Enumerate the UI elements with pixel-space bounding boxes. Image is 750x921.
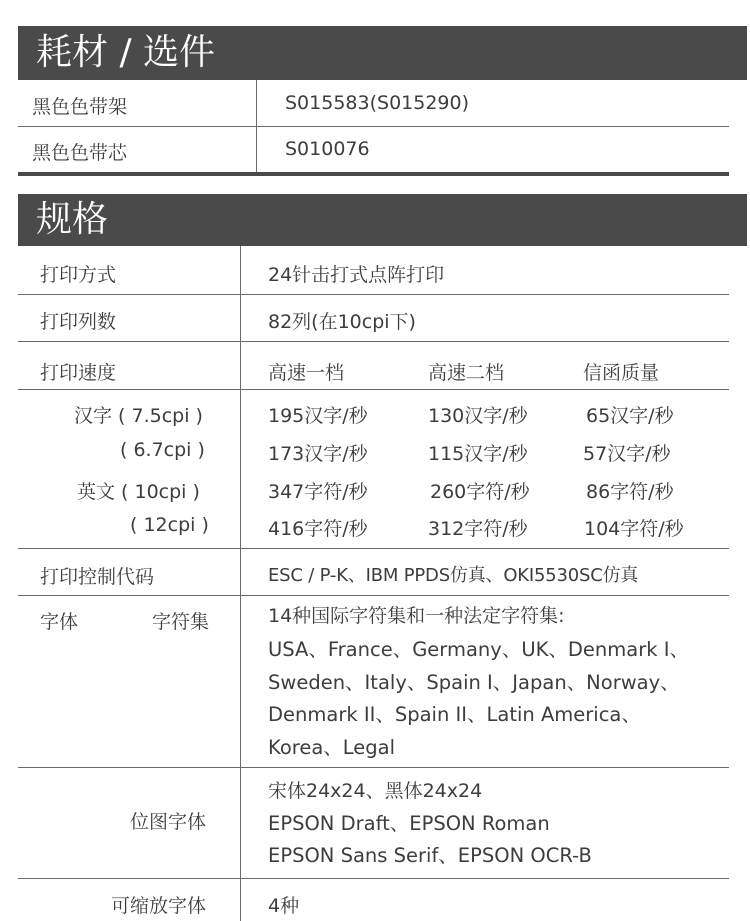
bitmap-line: 宋体24x24、黑体24x24	[268, 780, 483, 802]
speed-value: 173汉字/秒	[268, 443, 368, 465]
speed-row-label: 汉字 ( 7.5cpi )	[74, 405, 203, 427]
charset-line: Denmark II、Spain II、Latin America、	[268, 703, 641, 726]
speed-value: 260字符/秒	[430, 481, 530, 503]
divider	[18, 341, 729, 342]
speed-value: 115汉字/秒	[428, 443, 528, 465]
divider	[18, 294, 729, 295]
divider	[18, 389, 729, 390]
speed-value: 312字符/秒	[428, 518, 528, 540]
bitmap-line: EPSON Draft、EPSON Roman	[268, 812, 550, 835]
speed-value: 347字符/秒	[268, 481, 368, 503]
column-divider	[256, 80, 257, 172]
section-bottom-border	[18, 172, 729, 176]
speed-value: 57汉字/秒	[583, 443, 671, 465]
speed-label: 打印速度	[40, 362, 117, 384]
divider	[18, 548, 729, 549]
speed-header-letter: 信函质量	[583, 362, 660, 384]
consumable-value-1: S015583(S015290)	[285, 92, 470, 114]
speed-value: 86字符/秒	[586, 481, 674, 503]
consumable-value-2: S010076	[285, 138, 370, 160]
charset-line: 14种国际字符集和一种法定字符集:	[268, 605, 565, 627]
fonts-label: 字体	[40, 611, 79, 633]
speed-value: 104字符/秒	[584, 518, 684, 540]
charset-line: Sweden、Italy、Spain I、Japan、Norway、	[268, 671, 680, 694]
speed-header-high1: 高速一档	[268, 362, 345, 384]
columns-value: 82列(在10cpi下)	[268, 311, 416, 333]
columns-label: 打印列数	[40, 311, 117, 333]
control-code-label: 打印控制代码	[40, 566, 155, 588]
consumables-header	[18, 26, 747, 80]
divider	[18, 126, 729, 127]
speed-value: 195汉字/秒	[268, 405, 368, 427]
speed-header-high2: 高速二档	[428, 362, 505, 384]
charset-line: USA、France、Germany、UK、Denmark I、	[268, 638, 689, 661]
print-method-label: 打印方式	[40, 264, 117, 286]
speed-row-label: 英文 ( 10cpi )	[77, 481, 200, 503]
control-code-value: ESC / P-K、IBM PPDS仿真、OKI5530SC仿真	[268, 565, 639, 586]
print-method-value: 24针击打式点阵打印	[268, 264, 445, 286]
consumables-title: 耗材 / 选件	[36, 32, 216, 73]
scalable-font-value: 4种	[268, 895, 300, 917]
consumable-label-1: 黑色色带架	[32, 96, 128, 118]
speed-value: 416字符/秒	[268, 518, 368, 540]
charset-label: 字符集	[152, 611, 210, 633]
spec-column-divider	[240, 246, 241, 921]
divider	[18, 767, 729, 768]
bitmap-line: EPSON Sans Serif、EPSON OCR-B	[268, 844, 592, 867]
bitmap-font-label: 位图字体	[130, 811, 207, 833]
speed-row-label: ( 6.7cpi )	[120, 439, 205, 461]
specs-header	[18, 194, 747, 246]
scalable-font-label: 可缩放字体	[111, 895, 207, 917]
speed-value: 130汉字/秒	[428, 405, 528, 427]
speed-row-label: ( 12cpi )	[130, 514, 209, 536]
charset-line: Korea、Legal	[268, 736, 396, 759]
consumable-label-2: 黑色色带芯	[32, 142, 128, 164]
speed-value: 65汉字/秒	[586, 405, 674, 427]
divider	[18, 595, 729, 596]
specs-title: 规格	[36, 199, 109, 240]
divider	[18, 878, 729, 879]
